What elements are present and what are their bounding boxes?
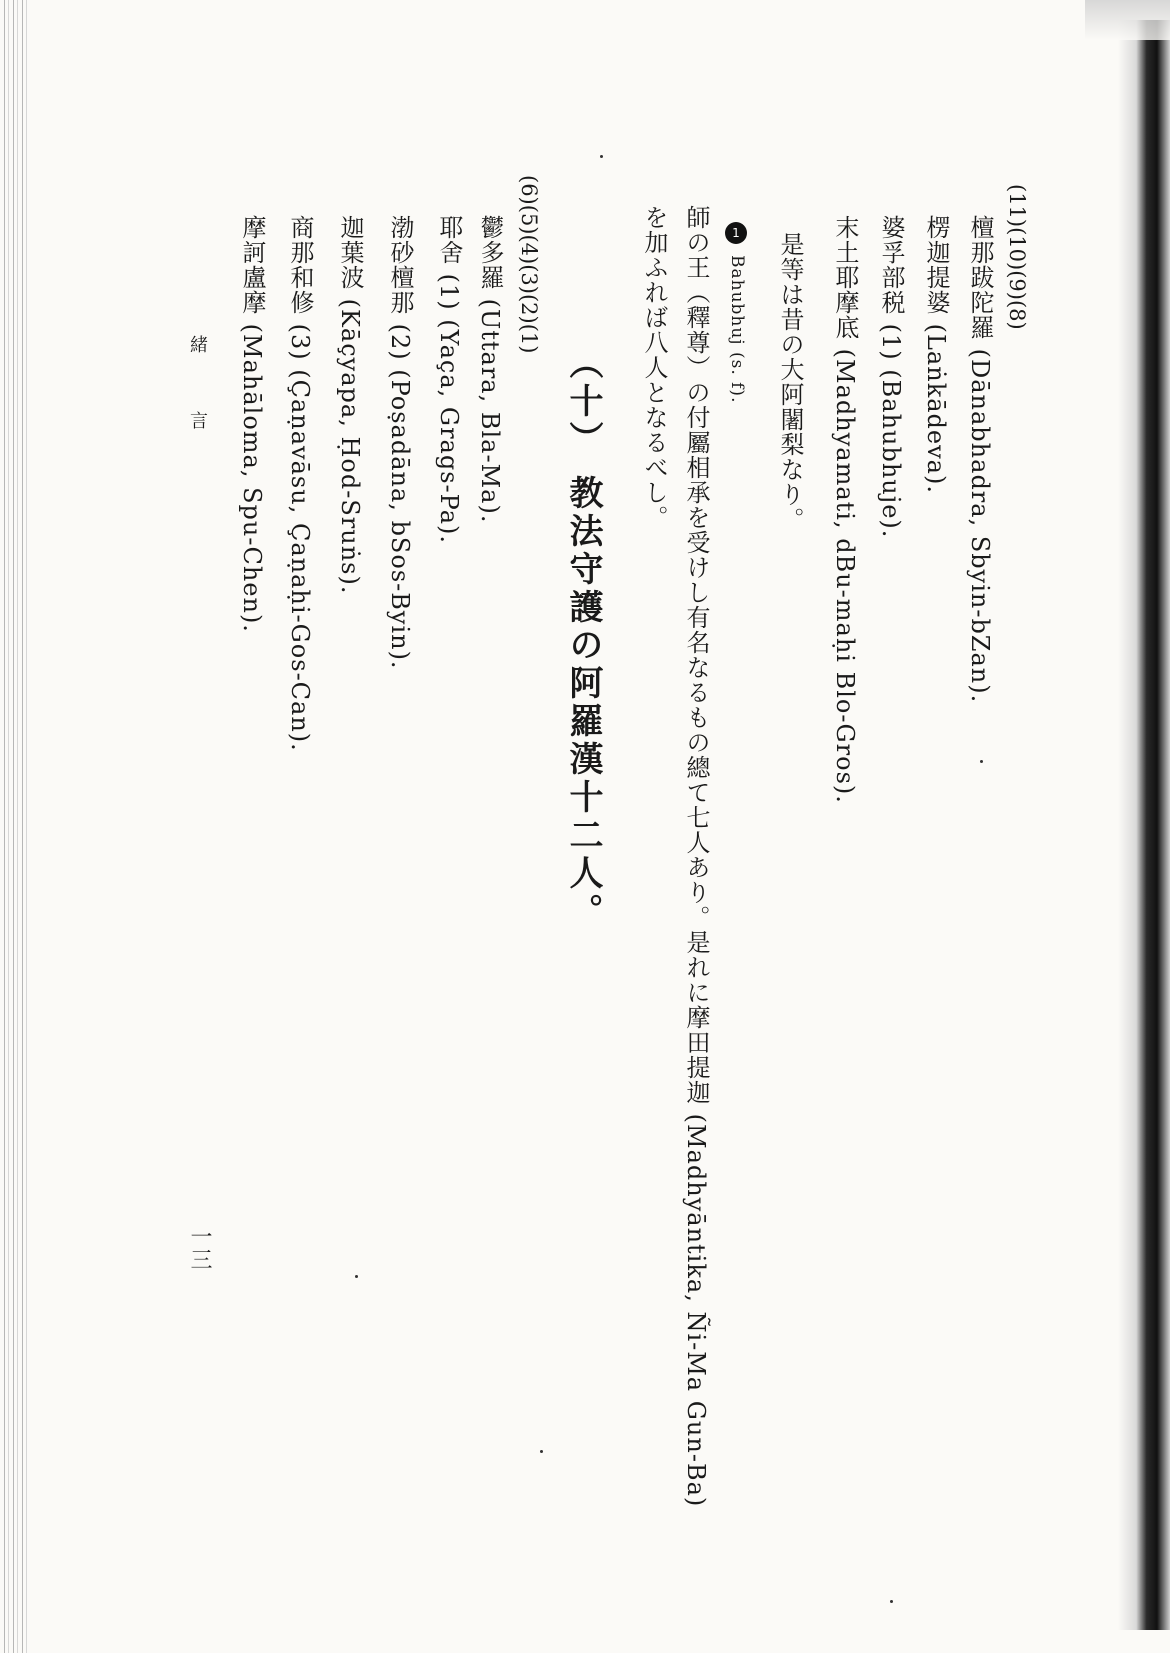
- section-a-line-2: 楞迦提婆 (Laṅkādeva).: [922, 215, 950, 494]
- paragraph-line-2: を加ふれば八人となるべし。: [640, 205, 668, 530]
- page-number: 一三: [187, 1225, 212, 1271]
- footnote-marker: 1: [725, 222, 747, 244]
- section-b-line-4: 迦葉波 (Kāçyapa, Ḥod-Sruṅs).: [336, 215, 364, 595]
- scan-edge-top: [1085, 0, 1170, 40]
- paragraph-line-1: 師の王（釋尊）の付屬相承を受けし有名なるもの總て七人あり。是れに摩田提迦 (Madhyāntika, Ñi-Ma Gun-Ba): [682, 205, 710, 1508]
- scan-edge-right: [1118, 20, 1170, 1630]
- speck: [980, 760, 983, 763]
- section-a-line-1: 檀那跋陀羅 (Dānabhadra, Sbyin-bZan).: [966, 215, 994, 704]
- section-b-line-3: 渤砂檀那 (2) (Poṣadāna, bSos-Byin).: [386, 215, 414, 670]
- section-a-line-5: 是等は昔の大阿闍梨なり。: [776, 232, 804, 532]
- section-b-line-1: 鬱多羅 (Uttara, Bla-Ma).: [476, 215, 504, 524]
- section-a-line-3: 婆孚部税 (1) (Bahubhuje).: [877, 215, 905, 539]
- section-b-line-5: 商那和修 (3) (Çaṇavāsu, Çaṇaḥi-Gos-Can).: [286, 215, 314, 752]
- section-a-line-4: 末土耶摩底 (Madhyamati, dBu-maḥi Blo-Gros).: [831, 215, 859, 804]
- section-a-numbers: (11)(10)(9)(8): [1005, 184, 1029, 330]
- speck: [540, 1450, 543, 1453]
- speck: [600, 155, 603, 158]
- section-b-line-6: 摩訶盧摩 (Mahāloma, Spu-Chen).: [238, 215, 266, 633]
- scan-edge-left: [0, 0, 30, 1653]
- section-heading: （十） 教法守護の阿羅漢十二人。: [563, 345, 603, 931]
- running-head: 緒 言: [187, 335, 208, 430]
- section-b-line-2: 耶舍 (1) (Yaça, Grags-Pa).: [435, 215, 463, 545]
- speck: [355, 1275, 358, 1278]
- speck: [890, 1600, 893, 1603]
- section-b-numbers: (6)(5)(4)(3)(2)(1): [517, 175, 541, 354]
- footnote-text: Bahubhuj (s. f).: [727, 255, 747, 404]
